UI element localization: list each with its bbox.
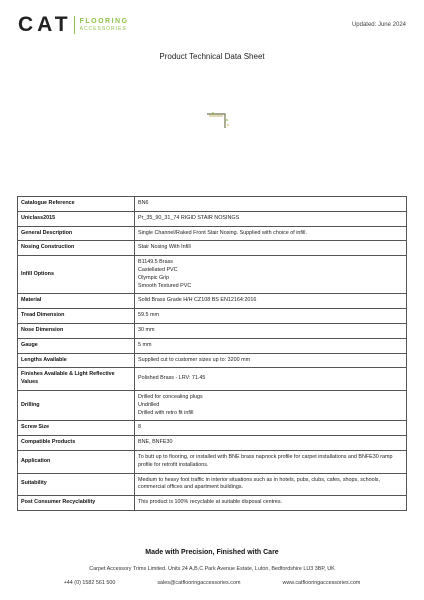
spec-value xyxy=(135,211,407,226)
spec-value-line: Undrilled xyxy=(138,401,160,408)
spec-label: General Description xyxy=(18,226,135,241)
spec-value xyxy=(135,421,407,436)
spec-value-line: Castellated PVC xyxy=(138,266,178,273)
spec-row xyxy=(18,390,407,420)
spec-value xyxy=(135,450,407,473)
spec-value xyxy=(135,241,407,256)
spec-value-line: Stair Nosing With Infill xyxy=(138,244,191,251)
spec-label: Nose Dimension xyxy=(18,323,135,338)
spec-value-line: 59.5 mm xyxy=(138,312,159,319)
spec-value-line: Olympic Grip xyxy=(138,274,170,281)
spec-value xyxy=(135,226,407,241)
spec-label: Gauge xyxy=(18,338,135,353)
spec-value-line: Polished Brass - LRV: 71.45 xyxy=(138,375,206,382)
spec-value-line: Drilled with retro fit infill xyxy=(138,409,194,416)
spec-label: Catalogue Reference xyxy=(18,197,135,212)
spec-value-line: This product is 100% recyclable at suitable disposal centres. xyxy=(138,499,283,506)
spec-value-line: Solid Brass Grade H/H CZ108 BS EN12164:2016 xyxy=(138,297,257,304)
spec-row xyxy=(18,294,407,309)
spec-label: Application xyxy=(18,450,135,473)
spec-value xyxy=(135,294,407,309)
spec-value xyxy=(135,496,407,511)
footer-website[interactable]: www.catflooringaccessories.com xyxy=(282,580,361,586)
footer-contacts xyxy=(0,580,424,586)
spec-row xyxy=(18,323,407,338)
spec-row xyxy=(18,338,407,353)
spec-value xyxy=(135,256,407,294)
spec-row xyxy=(18,309,407,324)
spec-value-line: To butt up to flooring, or installed with BNE brass napлock profile for carpet installations and BNFE30 ramp profile for retrofit installations. xyxy=(138,453,393,468)
spec-value xyxy=(135,353,407,368)
spec-row xyxy=(18,473,407,496)
spec-value-line: Single Channel/Raked Front Stair Nosing. Supplied with choice of infill. xyxy=(138,229,307,236)
spec-row xyxy=(18,241,407,256)
updated-date: Updated: June 2024 xyxy=(351,22,406,28)
spec-label: Drilling xyxy=(18,390,135,420)
brand-logo xyxy=(18,14,129,36)
spec-label: Nosing Construction xyxy=(18,241,135,256)
spec-value xyxy=(135,338,407,353)
document-title: Product Technical Data Sheet xyxy=(159,52,265,61)
spec-value-line: 8 xyxy=(138,424,141,431)
footer-email[interactable]: sales@catflooringaccessories.com xyxy=(157,580,241,586)
spec-label: Tread Dimension xyxy=(18,309,135,324)
logo-wordmark: CAT xyxy=(18,13,72,36)
spec-row xyxy=(18,226,407,241)
spec-value-line: Pr_35_90_31_74 RIGID STAIR NOSINGS xyxy=(138,214,240,221)
spec-row xyxy=(18,436,407,451)
spec-value xyxy=(135,390,407,420)
logo-divider xyxy=(74,16,75,34)
page-header xyxy=(18,14,406,40)
spec-row xyxy=(18,256,407,294)
spec-value-line: Drilled for concealing plugs xyxy=(138,393,203,400)
spec-label: Compatible Products xyxy=(18,436,135,451)
spec-value xyxy=(135,436,407,451)
spec-row xyxy=(18,368,407,391)
spec-row xyxy=(18,421,407,436)
spec-value-line: Supplied cut to customer sizes up to: 3200 mm xyxy=(138,356,251,363)
spec-row xyxy=(18,496,407,511)
footer-phone[interactable]: +44 (0) 1582 561 500 xyxy=(63,580,116,586)
spec-label: Infill Options xyxy=(18,256,135,294)
logo-subtitle xyxy=(80,18,129,33)
logo-subtitle-line1: FLOORING xyxy=(79,17,129,25)
spec-value-line: 30 mm xyxy=(138,326,155,333)
spec-label: Lengths Available xyxy=(18,353,135,368)
logo-subtitle-line2: ACCESSORIES xyxy=(79,25,127,32)
spec-value xyxy=(135,197,407,212)
spec-value-line: 5 mm xyxy=(138,341,152,348)
spec-value-line: Medium to heavy foot traffic in interior situations such as in hotels, pubs, clubs, cafes, shops, schools, commercial offices and apartment buildings. xyxy=(138,476,381,491)
spec-row xyxy=(18,450,407,473)
spec-value-line: B1149.5 Brass xyxy=(138,259,173,266)
spec-value-line: BN6 xyxy=(138,200,149,206)
footer-address: Carpet Accessory Trims Limited. Units 24 A,B,C Park Avenue Estate, Luton, Bedfordshire LU3 3BP, UK xyxy=(89,566,335,572)
product-profile-image xyxy=(203,110,231,132)
spec-value xyxy=(135,473,407,496)
spec-value xyxy=(135,323,407,338)
spec-label: Material xyxy=(18,294,135,309)
footer-tagline: Made with Precision, Finished with Care xyxy=(145,549,279,556)
spec-value-line: BNE, BNFE30 xyxy=(138,439,173,446)
spec-label: Post Consumer Recyclability xyxy=(18,496,135,511)
spec-table xyxy=(17,196,407,511)
spec-value-line: Smooth Textured PVC xyxy=(138,282,192,289)
spec-value xyxy=(135,309,407,324)
spec-row xyxy=(18,211,407,226)
spec-value xyxy=(135,368,407,391)
spec-label: Finishes Available & Light Reflective Values xyxy=(18,368,135,391)
spec-label: Screw Size xyxy=(18,421,135,436)
spec-label: Suitability xyxy=(18,473,135,496)
spec-label: Uniclass2015 xyxy=(18,211,135,226)
spec-row xyxy=(18,197,407,212)
spec-row xyxy=(18,353,407,368)
